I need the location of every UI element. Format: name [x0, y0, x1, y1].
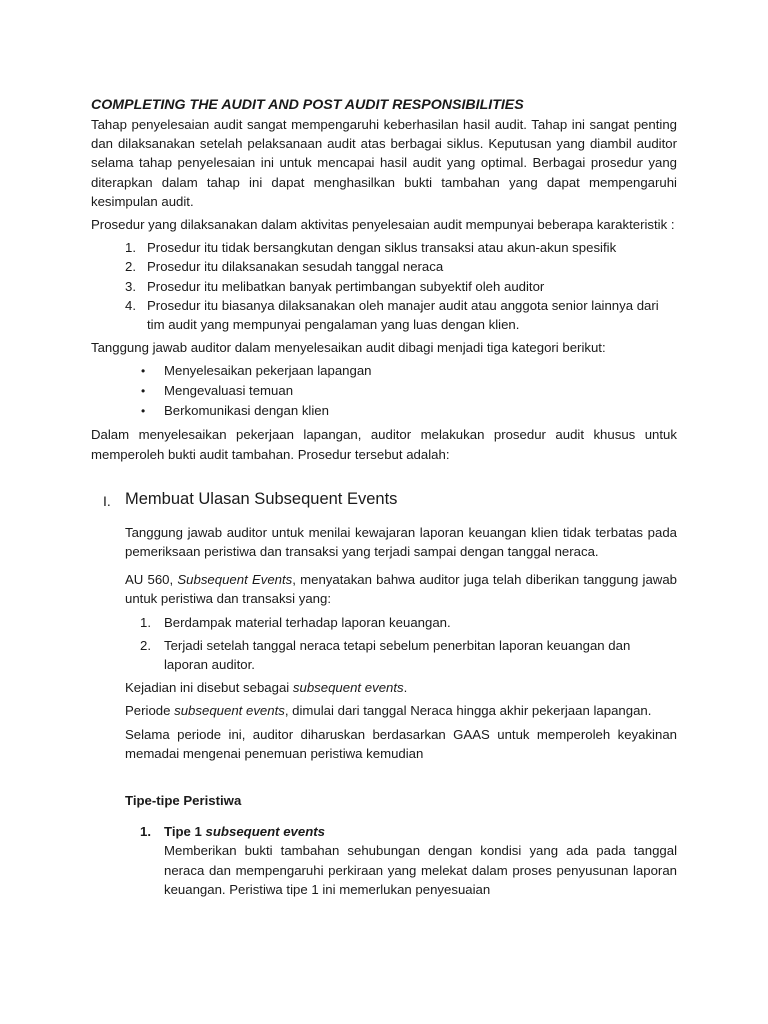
document-title: COMPLETING THE AUDIT AND POST AUDIT RESPONSIBILITIES — [91, 97, 524, 113]
list-item: 1. Prosedur itu tidak bersangkutan dengan siklus transaksi atau akun-akun spesifik — [125, 240, 617, 256]
section-paragraph-4: Periode subsequent events, dimulai dari tanggal Neraca hingga akhir pekerjaan lapangan. — [125, 703, 652, 719]
list-item: 1. Tipe 1 subsequent events Memberikan bukti tambahan sehubungan dengan kondisi yang ada pada tanggal neraca dan mempengaruhi perkiraan yang melekat dalam proses penyusunan laporan keuangan. Peristiwa tipe 1 ini memerlukan penyesuaian — [125, 822, 677, 899]
section-heading — [91, 490, 677, 514]
list-item: 2. Terjadi setelah tanggal neraca tetapi sebelum penerbitan laporan keuangan dan laporan auditor. — [140, 637, 631, 673]
intro-paragraph-3: Tanggung jawab auditor dalam menyelesaikan audit dibagi menjadi tiga kategori berikut: — [91, 340, 606, 356]
type-title: Tipe 1 subsequent events — [164, 824, 326, 840]
intro-paragraph-4: Dalam menyelesaikan pekerjaan lapangan, auditor melakukan prosedur audit khusus untuk memperoleh bukti audit tambahan. Prosedur tersebut adalah: — [91, 427, 677, 462]
responsibility-list — [125, 613, 677, 675]
list-item: • Berkomunikasi dengan klien — [91, 401, 677, 421]
list-item: • Menyelesaikan pekerjaan lapangan — [91, 361, 677, 381]
subsection-title: Tipe-tipe Peristiwa — [125, 793, 242, 809]
document-content — [91, 95, 677, 899]
bullet-icon: • — [141, 404, 146, 419]
bullet-icon: • — [141, 364, 146, 379]
section-paragraph-1: Tanggung jawab auditor untuk menilai kewajaran laporan keuangan klien tidak terbatas pada pemeriksaan peristiwa dan transaksi yang terjadi sampai dengan tanggal neraca. — [125, 524, 677, 560]
list-item: 3. Prosedur itu melibatkan banyak pertimbangan subyektif oleh auditor — [125, 278, 545, 294]
event-types-list — [125, 822, 677, 899]
intro-paragraph-1: Tahap penyelesaian audit sangat mempengaruhi keberhasilan hasil audit. Tahap ini sangat penting dan dilaksanakan setelah pelaksanaan audit atas berbagai siklus. Keputusan yang diambil auditor selama tahap penyelesaian ini untuk mencapai hasil audit yang optimal. Berbagai prosedur yang diterapkan dalam tahap ini dapat menghasilkan bukti tambahan yang dapat mempengaruhi kesimpulan audit. — [91, 117, 677, 209]
section-paragraph-2: AU 560, Subsequent Events, menyatakan bahwa auditor juga telah diberikan tanggung jawab untuk peristiwa dan transaksi yang: — [125, 572, 677, 607]
categories-list — [91, 361, 677, 421]
list-item: 2. Prosedur itu dilaksanakan sesudah tanggal neraca — [125, 259, 444, 275]
characteristics-list — [91, 238, 677, 334]
list-item: 1. Berdampak material terhadap laporan keuangan. — [140, 614, 451, 630]
section-title: Membuat Ulasan Subsequent Events — [125, 489, 398, 508]
list-item: • Mengevaluasi temuan — [91, 381, 677, 401]
list-item: 4. Prosedur itu biasanya dilaksanakan oleh manajer audit atau anggota senior lainnya dari tim audit yang mempunyai pengalaman yang luas dengan klien. — [125, 297, 659, 333]
intro-paragraph-2: Prosedur yang dilaksanakan dalam aktivitas penyelesaian audit mempunyai beberapa karakteristik : — [91, 217, 675, 233]
section-paragraph-3: Kejadian ini disebut sebagai subsequent events. — [125, 680, 408, 696]
section-paragraph-5: Selama periode ini, auditor diharuskan berdasarkan GAAS untuk memperoleh keyakinan memadai mengenai penemuan peristiwa kemudian — [125, 726, 677, 761]
type-description: Memberikan bukti tambahan sehubungan dengan kondisi yang ada pada tanggal neraca dan mempengaruhi perkiraan yang melekat dalam proses penyusunan laporan keuangan. Peristiwa tipe 1 ini memerlukan penyesuaian — [164, 843, 677, 897]
bullet-icon: • — [141, 384, 146, 399]
section-number: I. — [103, 492, 111, 509]
